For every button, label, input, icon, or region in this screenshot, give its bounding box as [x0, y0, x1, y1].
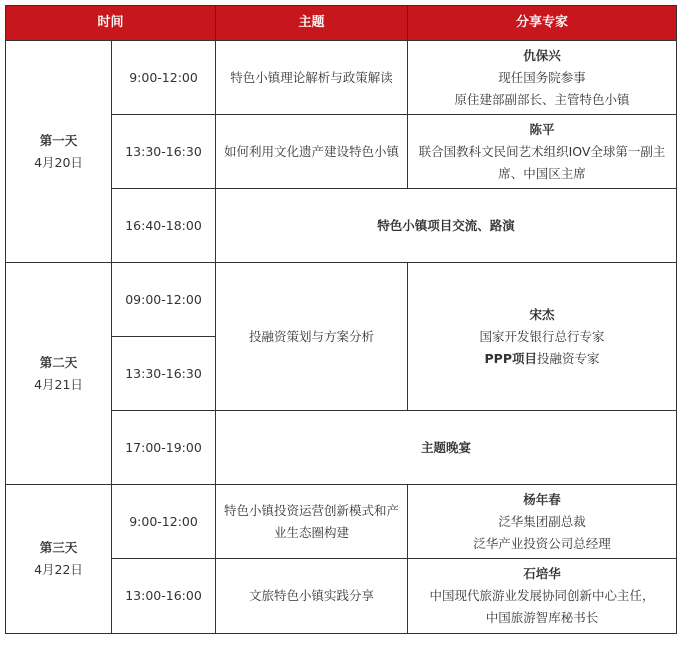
topic-cell: 特色小镇理论解析与政策解读: [216, 41, 408, 115]
table-row: [6, 485, 677, 559]
expert-title: [414, 348, 670, 370]
expert-title: 现任国务院参事: [498, 69, 586, 85]
table-header-row: [6, 6, 677, 41]
day-date: 4月22日: [34, 562, 83, 577]
day-cell: [6, 263, 112, 485]
time-cell: 13:30-16:30: [112, 337, 216, 411]
topic-cell: 投融资策划与方案分析: [216, 263, 408, 411]
expert-name: 杨年春: [523, 491, 561, 507]
expert-cell: [408, 115, 677, 189]
header-topic: 主题: [216, 6, 408, 41]
expert-cell: [408, 559, 677, 634]
time-cell: 9:00-12:00: [112, 485, 216, 559]
expert-title-rest: 投融资专家: [537, 350, 600, 366]
expert-name: 宋杰: [529, 306, 555, 322]
expert-title: 中国现代旅游业发展协同创新中心主任，: [429, 588, 655, 603]
time-cell: 17:00-19:00: [112, 411, 216, 485]
time-cell: 16:40-18:00: [112, 189, 216, 263]
time-cell: 13:00-16:00: [112, 559, 216, 634]
schedule-table: [5, 5, 677, 634]
topic-cell: 文旅特色小镇实践分享: [216, 559, 408, 634]
expert-cell: [408, 41, 677, 115]
table-row: [6, 263, 677, 337]
table-row: [6, 41, 677, 115]
expert-title-bold: PPP项目: [484, 350, 537, 366]
day-cell: [6, 41, 112, 263]
expert-name: 陈平: [529, 121, 555, 137]
expert-cell: [408, 263, 677, 411]
time-cell: 9:00-12:00: [112, 41, 216, 115]
time-cell: 09:00-12:00: [112, 263, 216, 337]
time-cell: 13:30-16:30: [112, 115, 216, 189]
day-label: 第一天: [39, 132, 78, 148]
expert-title: 联合国教科文民间艺术组织IOV全球第一副主席、中国区主席: [418, 143, 666, 181]
expert-name: 石培华: [523, 566, 561, 581]
day-date: 4月21日: [34, 376, 83, 392]
topic-cell: 如何利用文化遗产建设特色小镇: [216, 115, 408, 189]
expert-title: 原住建部副部长、主管特色小镇: [454, 91, 630, 107]
expert-title: 泛华集团副总裁: [498, 513, 586, 529]
expert-title: 中国旅游智库秘书长: [485, 610, 599, 625]
expert-cell: [408, 485, 677, 559]
day-label: 第三天: [39, 540, 78, 555]
header-expert: 分享专家: [408, 6, 677, 41]
day-label: 第二天: [39, 354, 78, 370]
topic-cell: 特色小镇投资运营创新模式和产业生态圈构建: [216, 485, 408, 559]
expert-name: 仇保兴: [523, 47, 561, 63]
day-cell: [6, 485, 112, 634]
merged-activity-cell: 主题晚宴: [216, 411, 677, 485]
day-date: 4月20日: [34, 154, 83, 170]
expert-title: 国家开发银行总行专家: [479, 328, 605, 344]
header-time: 时间: [6, 6, 216, 41]
expert-title: 泛华产业投资公司总经理: [473, 535, 611, 551]
merged-activity-cell: 特色小镇项目交流、路演: [216, 189, 677, 263]
